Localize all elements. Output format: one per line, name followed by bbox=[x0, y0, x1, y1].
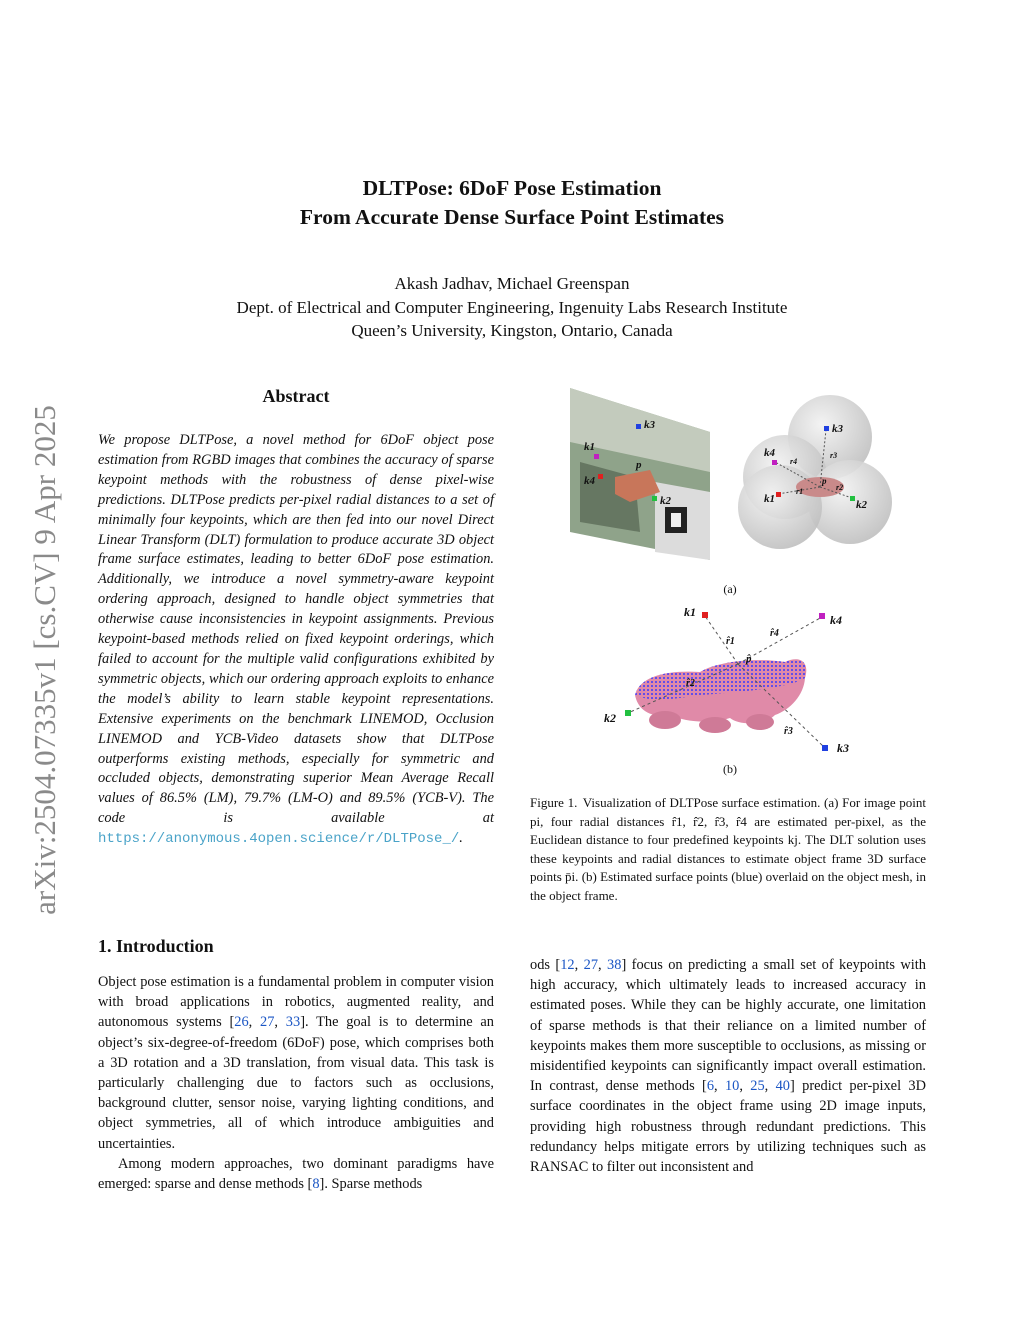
citation-link[interactable]: 12 bbox=[560, 957, 575, 973]
paper-title bbox=[100, 174, 924, 232]
text-run: ]. The goal is to determine an object’s six-degree-of-freedom (6DoF) pose, which comprises both a 3D rotation and a 3D translation, from visual data. This task is particularly challenging due to factors such as occlusions, background clutter, sensor noise, varying lighting conditions, and object symmetries, all of which introduce ambiguities and uncertainties. bbox=[98, 1014, 494, 1152]
abstract-end: . bbox=[459, 830, 463, 847]
label-r3: r3 bbox=[830, 451, 838, 460]
title-line-1: DLTPose: 6DoF Pose Estimation bbox=[362, 176, 662, 200]
arxiv-stamp bbox=[16, 360, 74, 960]
label-b-r1: r̂1 bbox=[726, 636, 735, 647]
title-line-2: From Accurate Dense Surface Point Estimates bbox=[299, 205, 725, 229]
intro-right-column bbox=[530, 955, 926, 1177]
label-k4: k4 bbox=[584, 475, 595, 487]
subcaption-a: (a) bbox=[723, 582, 737, 596]
code-link[interactable]: https://anonymous.4open.science/r/DLTPose_/ bbox=[98, 831, 460, 848]
intro-heading: 1. Introduction bbox=[98, 936, 214, 956]
arxiv-id: arXiv:2504.07335v1 [cs.CV] 9 Apr 2025 bbox=[27, 405, 63, 915]
text-run: ] predict per-pixel 3D surface coordinates in the object frame using 2D image inputs, providing high robustness through redundant predictions. This redundancy helps mitigate errors by utilizing techniques such as RANSAC to filter out inconsistent and bbox=[530, 1078, 926, 1176]
k4-marker-a bbox=[594, 454, 599, 459]
label-k2-sphere: k2 bbox=[856, 499, 867, 511]
abstract-heading: Abstract bbox=[262, 386, 330, 406]
intro-left-column bbox=[98, 972, 494, 1194]
label-b-k1: k1 bbox=[684, 605, 696, 619]
keypoint-spheres bbox=[738, 395, 892, 549]
subcaption-b: (b) bbox=[723, 762, 737, 776]
label-k1: k1 bbox=[584, 441, 595, 453]
label-k3: k3 bbox=[644, 419, 655, 431]
label-r1: r1 bbox=[796, 487, 804, 496]
citation-link[interactable]: 25 bbox=[750, 1078, 765, 1095]
k4-marker-sphere bbox=[772, 460, 777, 465]
label-k1-sphere: k1 bbox=[764, 493, 775, 505]
affiliation-dept: Dept. of Electrical and Computer Engineering, Ingenuity Labs Research Institute bbox=[236, 297, 788, 317]
text-run: , bbox=[248, 1014, 261, 1031]
text-run: , bbox=[274, 1014, 286, 1031]
k1-marker-sphere bbox=[776, 492, 781, 497]
text-run: ]. Sparse methods bbox=[319, 1176, 423, 1193]
text-run: , bbox=[598, 957, 608, 973]
text-run: Object pose estimation is a fundamental problem in computer vision with broad applications in robotics, augmented reality, and autonomous systems [ bbox=[98, 974, 494, 1031]
k2-marker-a bbox=[652, 496, 657, 501]
text-run: , bbox=[739, 1078, 751, 1095]
citation-link[interactable]: 27 bbox=[583, 957, 599, 973]
k2-marker-sphere bbox=[850, 496, 855, 501]
label-b-k4: k4 bbox=[830, 613, 842, 627]
author-names: Akash Jadhav, Michael Greenspan bbox=[394, 274, 630, 293]
intro-paragraph-2 bbox=[98, 1154, 494, 1194]
k3-marker-a bbox=[636, 424, 641, 429]
object-mesh bbox=[635, 659, 806, 733]
label-b-k3: k3 bbox=[837, 741, 849, 755]
intro-paragraph-1 bbox=[98, 972, 494, 1154]
k3-marker-b bbox=[822, 745, 828, 751]
label-b-k2: k2 bbox=[604, 711, 616, 725]
citation-link[interactable]: 38 bbox=[607, 957, 622, 973]
figure-1a bbox=[560, 382, 900, 580]
author-block bbox=[100, 272, 924, 343]
caption-label: Figure 1. bbox=[530, 795, 578, 810]
citation-link[interactable]: 6 bbox=[706, 1078, 715, 1095]
rgb-image-panel bbox=[570, 388, 710, 560]
k4-marker-b bbox=[819, 613, 825, 619]
citation-link[interactable]: 26 bbox=[234, 1014, 249, 1031]
label-k4-sphere: k4 bbox=[764, 447, 775, 459]
label-p-sphere: p bbox=[822, 476, 827, 486]
intro-paragraph-3 bbox=[530, 955, 926, 1177]
citation-link[interactable]: 33 bbox=[285, 1014, 301, 1031]
label-b-r2: r̂2 bbox=[686, 678, 695, 689]
label-b-r4: r̂4 bbox=[770, 628, 779, 639]
k1-marker-a bbox=[598, 474, 603, 479]
k3-marker-sphere bbox=[824, 426, 829, 431]
text-run: , bbox=[714, 1078, 725, 1095]
k2-marker-b bbox=[625, 710, 631, 716]
label-b-p: p̂ bbox=[746, 653, 752, 665]
text-run: , bbox=[574, 957, 584, 973]
k1-marker-b bbox=[702, 612, 708, 618]
affiliation-university: Queen’s University, Kingston, Ontario, Canada bbox=[351, 321, 673, 340]
citation-link[interactable]: 40 bbox=[775, 1078, 790, 1095]
text-run: ods [ bbox=[530, 957, 561, 973]
label-k2: k2 bbox=[660, 495, 671, 507]
text-run: ] focus on predicting a small set of keypoints with high accuracy, which ultimately leads to increased accuracy in estimated poses. While they can be highly accurate, one limitation of sparse methods is that their reliance on a limited number of keypoints makes them more susceptible to occlusions, as missing or misidentified keypoints can significantly impact overall estimation. In contrast, dense methods [ bbox=[530, 957, 926, 1095]
figure-caption bbox=[530, 794, 926, 905]
label-b-r3: r̂3 bbox=[784, 726, 793, 737]
figure-1b bbox=[590, 600, 870, 760]
abstract-text: We propose DLTPose, a novel method for 6DoF object pose estimation from RGBD images that combines the accuracy of sparse keypoint methods with the robustness of dense pixel-wise predictions. DLTPose predicts per-pixel radial distances to a set of minimally four keypoints, which are then fed into our novel Direct Linear Transform (DLT) formulation to produce accurate 3D object frame surface estimates, leading to better 6DoF pose estimation. Additionally, we introduce a novel symmetry-aware keypoint ordering approach, designed to handle object symmetries that otherwise cause inconsistencies in keypoint assignments. Previous keypoint-based methods relied on fixed keypoint orderings, which failed to account for the multiple valid configurations exhibited by symmetric objects, which our ordering approach exploits to enhance the model’s ability to learn stable keypoint representations. Extensive experiments on the benchmark LINEMOD, Occlusion LINEMOD and YCB-Video datasets show that DLTPose outperforms existing methods, especially for symmetric and occluded objects, demonstrating superior Mean Average Recall values of 86.5% (LM), 79.7% (LM-O) and 89.5% (YCB-V). The code is available at bbox=[98, 432, 494, 827]
citation-link[interactable]: 8 bbox=[312, 1176, 320, 1193]
label-k3-sphere: k3 bbox=[832, 423, 843, 435]
label-r2: r2 bbox=[836, 483, 844, 492]
text-run: , bbox=[764, 1078, 776, 1095]
caption-text: Visualization of DLTPose surface estimation. (a) For image point pi, four radial distances r̂1, r̂2, r̂3, r̂4 are estimated per-pixel, as the Euclidean distance to four predefined keypoints kj. The DLT solution uses these keypoints and radial distances to estimate object frame 3D surface points p̄i. (b) Estimated surface points (blue) overlaid on the object mesh, in the object frame. bbox=[530, 795, 926, 903]
citation-link[interactable]: 10 bbox=[724, 1078, 740, 1095]
abstract-body bbox=[98, 431, 494, 850]
text-run: Among modern approaches, two dominant paradigms have emerged: sparse and dense methods [ bbox=[98, 1155, 494, 1193]
label-r4: r4 bbox=[790, 457, 798, 466]
citation-link[interactable]: 27 bbox=[260, 1014, 275, 1031]
label-p: p bbox=[636, 459, 642, 471]
